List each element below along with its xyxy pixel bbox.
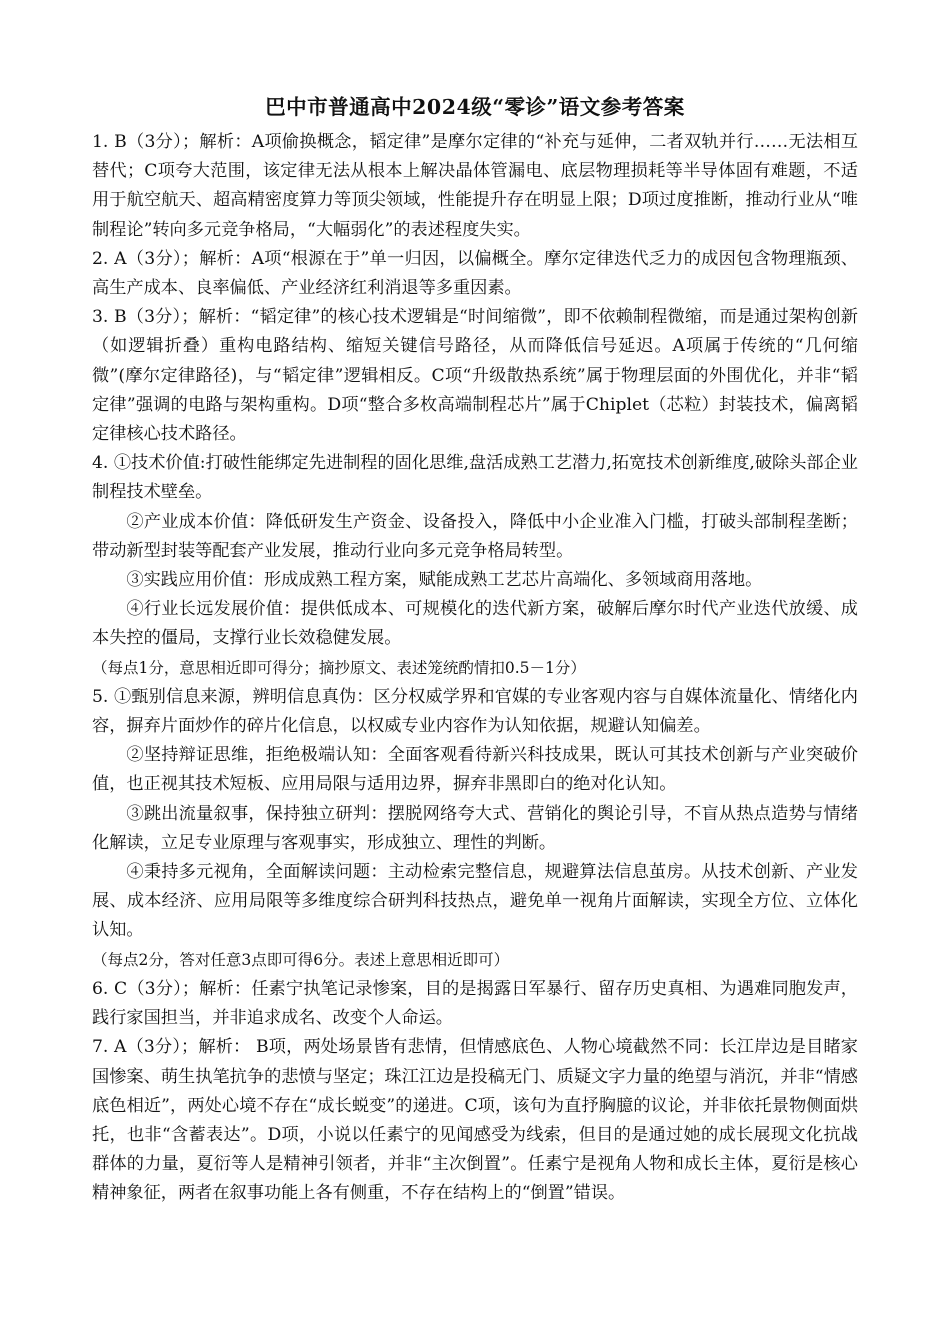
answer-q6: 6. C（3分）；解析：任素宁执笔记录惨案，目的是揭露日军暴行、留存历史真相、为遇难同胞发声，践行家国担当，并非追求成名、改变个人命运。: [92, 978, 858, 1029]
answer-q4-point1: 4. ①技术价值:打破性能绑定先进制程的固化思维,盘活成熟工艺潜力,拓宽技术创新维度,破除头部企业制程技术壁垒。: [92, 453, 858, 503]
answer-q2: 2. A（3分）；解析：A项“根源在于”单一归因，以偏概全。摩尔定律迭代乏力的成因包含物理瓶颈、高生产成本、良率偏低、产业经济红利消退等多重因素。: [92, 248, 858, 299]
answer-q5-point4: ④秉持多元视角，全面解读问题：主动检索完整信息，规避算法信息茧房。从技术创新、产业发展、成本经济、应用局限等多维度综合研判科技热点，避免单一视角片面解读，实现全方位、立体化认知。: [92, 862, 858, 941]
answer-q4-point2: ②产业成本价值：降低研发生产资金、设备投入，降低中小企业准入门槛，打破头部制程垄断；带动新型封装等配套产业发展，推动行业向多元竞争格局转型。: [92, 511, 858, 561]
answer-q7: 7. A（3分）；解析： B项，两处场景皆有悲情，但情感底色、人物心境截然不同：长江岸边是目睹家国惨案、萌生执笔抗争的悲愤与坚定；珠江江边是投稿无门、质疑文字力量的绝望与消沉，并非“情感底色相近”，两处心境不存在“成长蜕变”的递进。C项，该句为直抒胸臆的议论，并非依托景物侧面烘托，也非“含蓄表达”。D项，小说以任素宁的见闻感受为线索，但目的是通过她的成长展现文化抗战群体的力量，夏衍等人是精神引领者，并非“主次倒置”。任素宁是视角人物和成长主体，夏衍是核心精神象征，两者在叙事功能上各有侧重，不存在结构上的“倒置”错误。: [92, 1037, 858, 1204]
scoring-note-q5: （每点2分，答对任意3点即可得6分。表述上意思相近即可）: [92, 950, 510, 969]
answer-q5-point2: ②坚持辩证思维，拒绝极端认知：全面客观看待新兴科技成果，既认可其技术创新与产业突破价值，也正视其技术短板、应用局限与适用边界，摒弃非黑即白的绝对化认知。: [92, 745, 858, 795]
scoring-note-q4: （每点1分，意思相近即可得分；摘抄原文、表述笼统酌情扣0.5－1分）: [92, 658, 586, 677]
answer-q5-point1: 5. ①甄别信息来源，辨明信息真伪：区分权威学界和官媒的专业客观内容与自媒体流量化、情绪化内容，摒弃片面炒作的碎片化信息，以权威专业内容作为认知依据，规避认知偏差。: [92, 686, 858, 737]
answer-q4-point3: ③实践应用价值：形成成熟工程方案，赋能成熟工艺芯片高端化、多领域商用落地。: [126, 570, 763, 591]
answer-q3: 3. B（3分）；解析：“韬定律”的核心技术逻辑是“时间缩微”，即不依赖制程微缩，而是通过架构创新（如逻辑折叠）重构电路结构、缩短关键信号路径，从而降低信号延迟。A项属于传统的“几何缩微”(摩尔定律路径)，与“韬定律”逻辑相反。C项“升级散热系统”属于物理层面的外围优化，并非“韬定律”强调的电路与架构重构。D项“整合多枚高端制程芯片”属于Chiplet（芯粒）封装技术，偏离韬定律核心技术路径。: [92, 307, 858, 445]
answer-q4-point4: ④行业长远发展价值：提供低成本、可规模化的迭代新方案，破解后摩尔时代产业迭代放缓、成本失控的僵局，支撑行业长效稳健发展。: [92, 599, 858, 649]
answer-q1: 1. B（3分）；解析：A项偷换概念，韬定律”是摩尔定律的“补充与延伸，二者双轨并行……无法相互替代；C项夸大范围，该定律无法从根本上解决晶体管漏电、底层物理损耗等半导体固有难题，不适用于航空航天、超高精密度算力等顶尖领域，性能提升存在明显上限；D项过度推断，推动行业从“唯制程论”转向多元竞争格局，“大幅弱化”的表述程度失实。: [92, 132, 858, 240]
answer-q5-point3: ③跳出流量叙事，保持独立研判：摆脱网络夸大式、营销化的舆论引导，不盲从热点造势与情绪化解读，立足专业原理与客观事实，形成独立、理性的判断。: [92, 803, 858, 853]
page-title: 巴中市普通高中2024级“零诊”语文参考答案: [265, 95, 685, 119]
